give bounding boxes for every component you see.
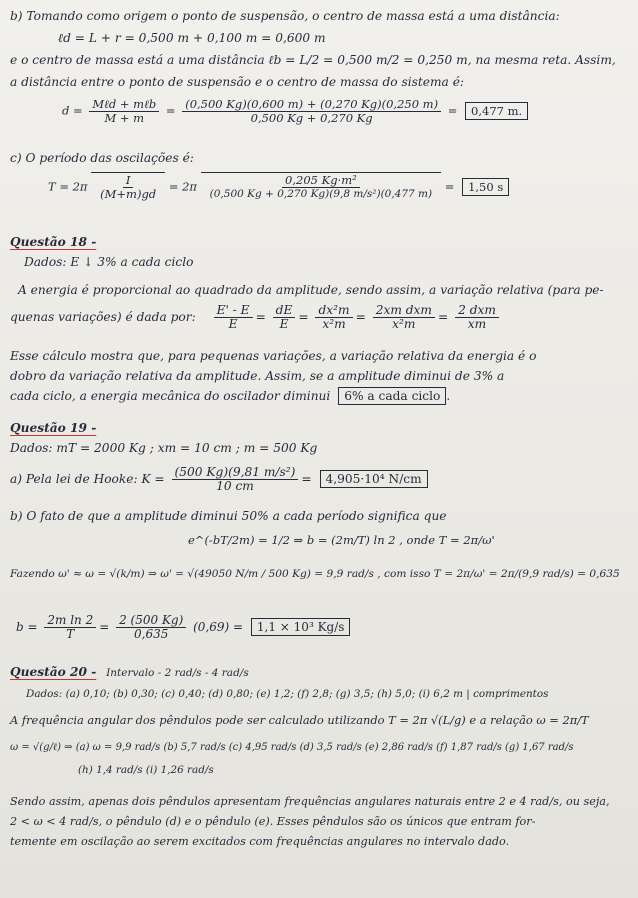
eq-fraction-2 [182,98,441,125]
period-result-box: 1,50 s [462,178,509,196]
partb-line-3: e o centro de massa está a uma distância ℓb = L/2 = 0,500 m/2 = 0,250 m, na mesma reta. Assim, [10,53,616,67]
partb-line-2: ℓd = L + r = 0,500 m + 0,100 m = 0,600 m [58,31,326,45]
q18-frac-3-den: x²m [322,317,346,331]
partb-line-4: a distância entre o ponto de suspensão e o centro de massa do sistema é: [10,75,465,89]
period-num-1: I [123,174,134,188]
q20-dados: Dados: (a) 0,10; (b) 0,30; (c) 0,40; (d) 0,80; (e) 1,2; (f) 2,8; (g) 3,5; (h) 5,0; (i) 6,2 m | comprimentos [26,688,549,700]
q18-frac-4 [373,304,435,331]
q18-para-5 [10,388,450,404]
q19-heading: Questão 19 - [10,421,97,435]
eq-equals: = [165,103,176,118]
q18-frac-4-num: 2xm dxm [373,304,435,318]
eq-num-1: Mℓd + mℓb [89,98,159,112]
q18-frac-3 [315,304,352,331]
period-mid: = 2π [168,179,197,194]
q18-para-1: A energia é proporcional ao quadrado da amplitude, sendo assim, a variação relativa (para pe- [18,283,604,297]
period-den-1: (M+m)gd [100,187,157,201]
period-den-2: (0,500 Kg + 0,270 Kg)(9,8 m/s²)(0,477 m) [209,188,433,200]
q18-frac-2 [273,304,296,331]
q18-relative-variation: quenas variações) é dada por: $\frac{E' - E}{E}$ = $\frac{dE}{E}$ = $\frac{\text{dx²m}}{\text{x²m}}$ = $\frac{\text{2xm dxm}}{\text{x²m}}$ = $\frac{\text{2 dxm}}{xm}$ [10,304,502,331]
center-of-mass-equation: d = $\frac{\text{Mℓd + mℓb}}{M + m}$ = $\frac{(0,500 Kg)(0,600 m) + (0,270 Kg)(0,250 m)}{0,500 Kg + 0,270 Kg}$ = 0,477 m. [62,98,528,125]
q19-b4-den-1: T [66,627,75,641]
eq-fraction-1 [89,98,159,125]
eq-den-1: M + m [104,111,145,125]
period-equation: T = 2π $\frac{I}{(M+m)gd}$ = 2π $\frac{\text{0,205 Kg·m²}}{\text{(0,500 Kg + 0,270 Kg)(9,8 m/s²)(0,477 m)}}$ = 1,50 s [48,172,509,201]
q18-para-3: Esse cálculo mostra que, para pequenas variações, a variação relativa da energia é o [10,349,537,363]
period-lhs: T = 2π [48,179,88,194]
q19-b4-frac-1 [44,614,96,641]
q18-answer-box: 6% a cada ciclo [338,387,446,405]
eq-num-2: (0,500 Kg)(0,600 m) + (0,270 Kg)(0,250 m) [182,98,441,112]
q19-b-line-2: e^(-bT/2m) = 1/2 ⇒ b = (2m/T) ln 2 , onde T = 2π/ω' [188,533,495,547]
q18-frac-2-num: dE [273,304,296,318]
partb-line-1: b) Tomando como origem o ponto de suspensão, o centro de massa está a uma distância: [10,9,560,23]
q20-para-6: temente em oscilação ao serem excitados com frequências angulares no intervalo dado. [10,835,510,848]
q18-para-5-pre: cada ciclo, a energia mecânica do oscilador diminui [10,389,331,403]
q20-para-2: ω = √(g/ℓ) ⇒ (a) ω = 9,9 rad/s (b) 5,7 rad/s (c) 4,95 rad/s (d) 3,5 rad/s (e) 2,86 rad/s (f) 1,87 rad/s (g) 1,67 rad/s [10,742,574,753]
q20-heading: Questão 20 - [10,665,97,679]
q18-frac-4-den: x²m [392,317,416,331]
q19-a-den: 10 cm [216,479,254,493]
q19-b4-frac-2 [116,614,186,641]
q19-b4-pre: b = [16,620,38,634]
period-fraction-1 [97,174,159,201]
q18-frac-1 [214,304,253,331]
q20-para-5: 2 < ω < 4 rad/s, o pêndulo (d) e o pêndulo (e). Esses pêndulos são os únicos que entram for- [10,815,536,828]
q20-para-1: A frequência angular dos pêndulos pode ser calculado utilizando T = 2π √(L/g) e a relação ω = 2π/T [10,713,589,727]
q20-para-4: Sendo assim, apenas dois pêndulos apresentam frequências angulares naturais entre 2 e 4 rad/s, ou seja, [10,795,610,808]
q19-damping-equation: b = $\frac{\text{2m ln 2}}{T}$ = $\frac{2 (500 Kg)}{0,635}$ (0,69) = 1,1 × 10³ Kg/s [16,614,350,641]
q19-a-result-box: 4,905·10⁴ N/cm [320,470,428,488]
q19-b4-num-1: 2m ln 2 [44,614,96,628]
q19-b4-den-2: 0,635 [134,627,169,641]
q19-b4-mid: (0,69) = [193,620,244,634]
q19-a-num: (500 Kg)(9,81 m/s²) [172,466,299,480]
q18-frac-5 [455,304,499,331]
q18-heading: Questão 18 - [10,235,97,249]
q20-interval: Intervalo - 2 rad/s - 4 rad/s [106,667,249,679]
q20-para-3: (h) 1,4 rad/s (i) 1,26 rad/s [78,764,214,776]
q19-b4-num-2: 2 (500 Kg) [116,614,186,628]
distance-result-box: 0,477 m. [465,102,528,120]
q19-b-line-3: Fazendo ω' ≈ ω = √(k/m) ⇒ ω' = √(49050 N/m / 500 Kg) = 9,9 rad/s , com isso T = 2π/ω' = 2π/(9,9 rad/s) = 0,635 [10,568,620,580]
q18-para-4: dobro da variação relativa da amplitude. Assim, se a amplitude diminui de 3% a [10,369,505,383]
q18-frac-5-den: xm [467,317,487,331]
q19-a-pre: a) Pela lei de Hooke: K = [10,472,165,486]
q19-b-result-box: 1,1 × 10³ Kg/s [251,618,351,636]
q19-a-fraction [172,466,299,493]
q18-frac-5-num: 2 dxm [455,304,499,318]
q20-title-row [10,664,249,681]
q19-hooke: a) Pela lei de Hooke: K = $\frac{\text{(500 Kg)(9,81 m/s²)}}{10 cm}$ = 4,905·10⁴ N/cm [10,466,428,493]
eq-den-2: 0,500 Kg + 0,270 Kg [250,111,373,125]
q18-frac-3-num: dx²m [315,304,352,318]
partc-line-1: c) O período das oscilações é: [10,151,194,165]
q19-dados: Dados: mT = 2000 Kg ; xm = 10 cm ; m = 500 Kg [10,441,318,455]
q18-frac-1-den: E [228,317,238,331]
q18-dados: Dados: E ↓ 3% a cada ciclo [24,255,194,269]
q18-para-5-post: . [446,389,451,403]
period-fraction-2 [207,174,435,201]
period-num-2: 0,205 Kg·m² [282,174,360,188]
q19-b-line-1: b) O fato de que a amplitude diminui 50% a cada período significa que [10,509,447,523]
q18-para-2-pre: quenas variações) é dada por: [10,310,196,324]
q18-frac-2-den: E [279,317,289,331]
eq-lhs: d = [62,103,83,118]
q18-frac-1-num: E' - E [214,304,253,318]
